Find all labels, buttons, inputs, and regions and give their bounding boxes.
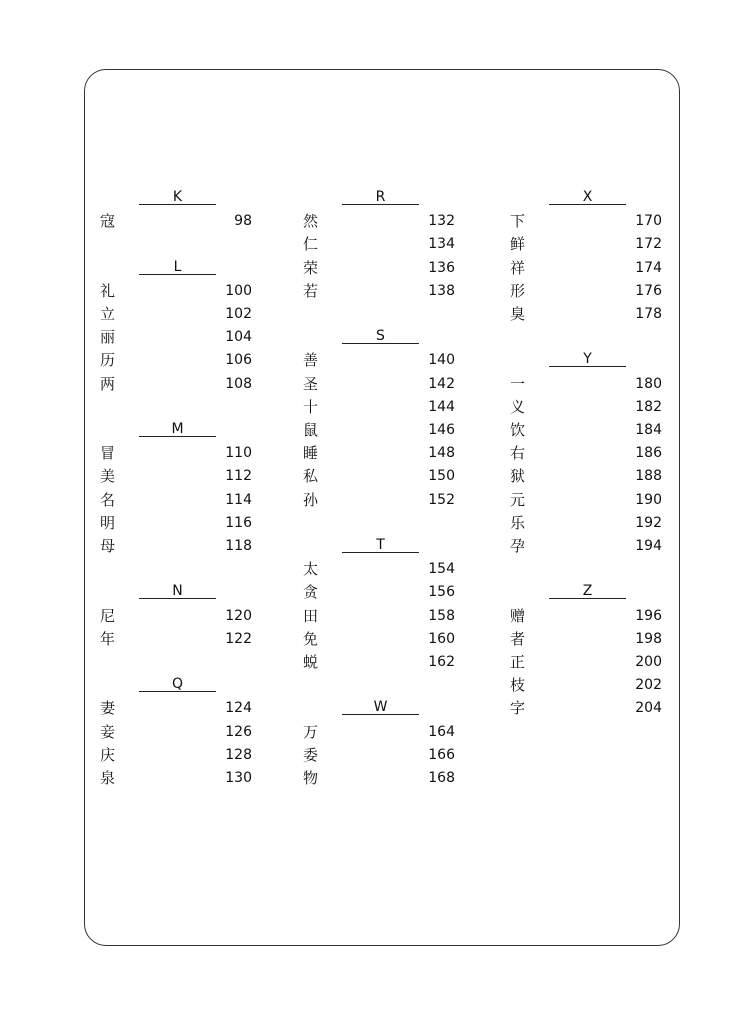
entry-page-number: 200: [635, 654, 662, 670]
section-letter: X: [582, 189, 593, 205]
entry-page-number: 104: [225, 329, 252, 346]
section-letter: Y: [583, 351, 592, 368]
entry-character: 物: [303, 769, 319, 787]
entry-page-number: 148: [428, 445, 455, 462]
entry-character: 田: [303, 606, 319, 625]
entry-page-number: 174: [635, 259, 662, 276]
index-entry: [84, 349, 254, 371]
entry-character: 名: [100, 490, 116, 509]
entry-character: 鼠: [303, 421, 319, 439]
entry-character: 庆: [100, 745, 116, 764]
entry-page-number: 164: [428, 723, 455, 740]
index-entry: [494, 442, 664, 464]
entry-character: 形: [510, 281, 526, 300]
entry-page-number: 180: [635, 375, 662, 392]
section-letter-heading: [84, 257, 254, 279]
index-column: [287, 0, 487, 1010]
entry-page-number: 192: [635, 514, 662, 531]
index-entry: [84, 465, 254, 487]
section-letter-heading: [494, 581, 664, 603]
entry-page-number: 202: [635, 677, 662, 694]
index-entry: [287, 628, 457, 650]
entry-character: 义: [510, 397, 526, 416]
index-entry: [494, 280, 664, 302]
entry-character: 正: [510, 653, 526, 671]
entry-character: 者: [510, 629, 526, 648]
entry-character: 两: [100, 374, 116, 393]
entry-character: 美: [100, 467, 116, 486]
entry-page-number: 114: [225, 491, 252, 508]
section-letter: T: [376, 537, 385, 553]
section-letter: S: [376, 328, 385, 345]
section-letter: Z: [582, 583, 593, 600]
entry-page-number: 130: [225, 770, 252, 786]
entry-character: 万: [303, 722, 319, 741]
index-entry: [494, 605, 664, 627]
index-entry: [287, 489, 457, 511]
entry-page-number: 162: [428, 654, 455, 670]
index-entry: [287, 465, 457, 487]
entry-page-number: 172: [635, 236, 662, 253]
entry-character: 明: [100, 513, 116, 532]
entry-character: 历: [100, 351, 116, 370]
index-entry: [84, 280, 254, 302]
index-entry: [287, 651, 457, 673]
entry-character: 贪: [303, 583, 319, 602]
index-entry: [494, 535, 664, 557]
entry-character: 孙: [303, 490, 319, 509]
index-entry: [494, 628, 664, 650]
entry-character: 委: [303, 745, 319, 764]
index-column: [84, 0, 284, 1010]
entry-character: 立: [100, 305, 116, 323]
index-entry: [84, 628, 254, 650]
index-entry: [287, 419, 457, 441]
index-entry: [84, 210, 254, 232]
entry-page-number: 144: [428, 398, 455, 415]
index-entry: [287, 442, 457, 464]
entry-page-number: 160: [428, 630, 455, 647]
entry-page-number: 124: [225, 700, 252, 717]
entry-character: 乐: [510, 513, 526, 532]
index-entry: [494, 373, 664, 395]
entry-page-number: 106: [225, 352, 252, 369]
entry-page-number: 140: [428, 352, 455, 369]
entry-character: 右: [510, 444, 526, 463]
index-entry: [84, 512, 254, 534]
index-entry: [494, 651, 664, 673]
entry-page-number: 154: [428, 561, 455, 578]
entry-character: 私: [303, 467, 319, 486]
entry-character: 善: [303, 351, 319, 370]
entry-page-number: 118: [225, 538, 252, 554]
index-entry: [84, 373, 254, 395]
index-entry: [84, 535, 254, 557]
entry-character: 圣: [303, 374, 319, 393]
index-entry: [84, 767, 254, 789]
index-entry: [84, 442, 254, 464]
entry-page-number: 150: [428, 468, 455, 485]
entry-character: 鲜: [510, 235, 526, 254]
entry-page-number: 138: [428, 282, 455, 299]
entry-page-number: 134: [428, 236, 455, 253]
section-letter-heading: [84, 581, 254, 603]
index-entry: [494, 419, 664, 441]
entry-character: 字: [510, 699, 526, 718]
entry-character: 仁: [303, 235, 319, 254]
entry-character: 蜕: [303, 653, 319, 671]
entry-page-number: 170: [635, 213, 662, 230]
entry-page-number: 126: [225, 723, 252, 740]
index-entry: [494, 512, 664, 534]
index-entry: [494, 210, 664, 232]
entry-character: 赠: [510, 606, 526, 625]
section-letter-heading: [494, 349, 664, 371]
index-entry: [84, 489, 254, 511]
entry-page-number: 156: [428, 584, 455, 601]
index-entry: [84, 303, 254, 325]
index-entry: [287, 280, 457, 302]
entry-page-number: 182: [635, 398, 662, 415]
entry-page-number: 190: [635, 491, 662, 508]
entry-page-number: 142: [428, 375, 455, 392]
entry-page-number: 128: [225, 746, 252, 763]
entry-character: 孕: [510, 537, 526, 555]
entry-character: 饮: [510, 421, 526, 439]
entry-character: 尼: [100, 606, 116, 625]
entry-character: 太: [303, 560, 319, 579]
index-entry: [287, 210, 457, 232]
section-letter: R: [375, 189, 386, 205]
section-letter-heading: [84, 674, 254, 696]
index-entry: [287, 605, 457, 627]
index-entry: [494, 674, 664, 696]
entry-character: 祥: [510, 258, 526, 277]
entry-page-number: 112: [225, 468, 252, 485]
section-letter-heading: [287, 187, 457, 209]
index-entry: [84, 326, 254, 348]
index-entry: [287, 257, 457, 279]
index-entry: [287, 233, 457, 255]
entry-page-number: 108: [225, 375, 252, 392]
entry-page-number: 116: [225, 514, 252, 531]
entry-character: 妻: [100, 699, 116, 718]
index-entry: [287, 581, 457, 603]
entry-character: 下: [510, 212, 526, 231]
index-entry: [494, 465, 664, 487]
section-letter-heading: [494, 187, 664, 209]
entry-character: 元: [510, 490, 526, 509]
index-entry: [287, 373, 457, 395]
section-letter: Q: [171, 676, 184, 693]
entry-character: 然: [303, 212, 319, 231]
index-entry: [287, 558, 457, 580]
index-entry: [84, 605, 254, 627]
index-entry: [287, 767, 457, 789]
entry-character: 若: [303, 281, 319, 300]
entry-page-number: 98: [234, 213, 252, 230]
section-letter: M: [171, 421, 184, 437]
index-entry: [494, 233, 664, 255]
entry-page-number: 178: [635, 306, 662, 322]
entry-page-number: 198: [635, 630, 662, 647]
index-column: [494, 0, 694, 1010]
entry-page-number: 166: [428, 746, 455, 763]
entry-page-number: 152: [428, 491, 455, 508]
index-entry: [287, 744, 457, 766]
entry-page-number: 120: [225, 607, 252, 624]
section-letter: K: [172, 189, 183, 205]
entry-character: 免: [303, 629, 319, 648]
entry-page-number: 146: [428, 422, 455, 438]
entry-page-number: 122: [225, 630, 252, 647]
index-entry: [84, 697, 254, 719]
entry-page-number: 196: [635, 607, 662, 624]
entry-character: 礼: [100, 281, 116, 300]
entry-character: 狱: [510, 467, 526, 486]
entry-page-number: 188: [635, 468, 662, 485]
entry-page-number: 186: [635, 445, 662, 462]
entry-page-number: 168: [428, 770, 455, 786]
entry-page-number: 194: [635, 538, 662, 554]
index-entry: [287, 396, 457, 418]
entry-page-number: 176: [635, 282, 662, 299]
section-letter: N: [172, 583, 183, 600]
entry-character: 一: [510, 374, 526, 393]
index-entry: [494, 257, 664, 279]
entry-character: 妾: [100, 722, 116, 741]
section-letter-heading: [287, 535, 457, 557]
entry-page-number: 132: [428, 213, 455, 230]
index-entry: [494, 396, 664, 418]
entry-character: 臭: [510, 305, 526, 323]
entry-character: 睡: [303, 444, 319, 463]
entry-page-number: 136: [428, 259, 455, 276]
section-letter-heading: [84, 187, 254, 209]
entry-character: 年: [100, 629, 116, 648]
entry-character: 泉: [100, 769, 116, 787]
index-entry: [287, 721, 457, 743]
index-entry: [84, 721, 254, 743]
section-letter-heading: [84, 419, 254, 441]
entry-page-number: 184: [635, 422, 662, 438]
entry-character: 冒: [100, 444, 116, 463]
section-letter: L: [173, 258, 182, 275]
entry-character: 荣: [303, 258, 319, 277]
entry-character: 寇: [100, 212, 116, 231]
index-entry: [494, 303, 664, 325]
entry-character: 母: [100, 537, 116, 555]
index-entry: [494, 697, 664, 719]
index-entry: [494, 489, 664, 511]
entry-character: 枝: [510, 676, 526, 695]
section-letter: W: [373, 699, 388, 716]
entry-page-number: 102: [225, 306, 252, 322]
entry-character: 十: [303, 397, 319, 416]
entry-page-number: 158: [428, 607, 455, 624]
section-letter-heading: [287, 326, 457, 348]
entry-page-number: 100: [225, 282, 252, 299]
index-entry: [84, 744, 254, 766]
section-letter-heading: [287, 697, 457, 719]
entry-character: 丽: [100, 328, 116, 347]
entry-page-number: 204: [635, 700, 662, 717]
entry-page-number: 110: [225, 445, 252, 462]
index-entry: [287, 349, 457, 371]
